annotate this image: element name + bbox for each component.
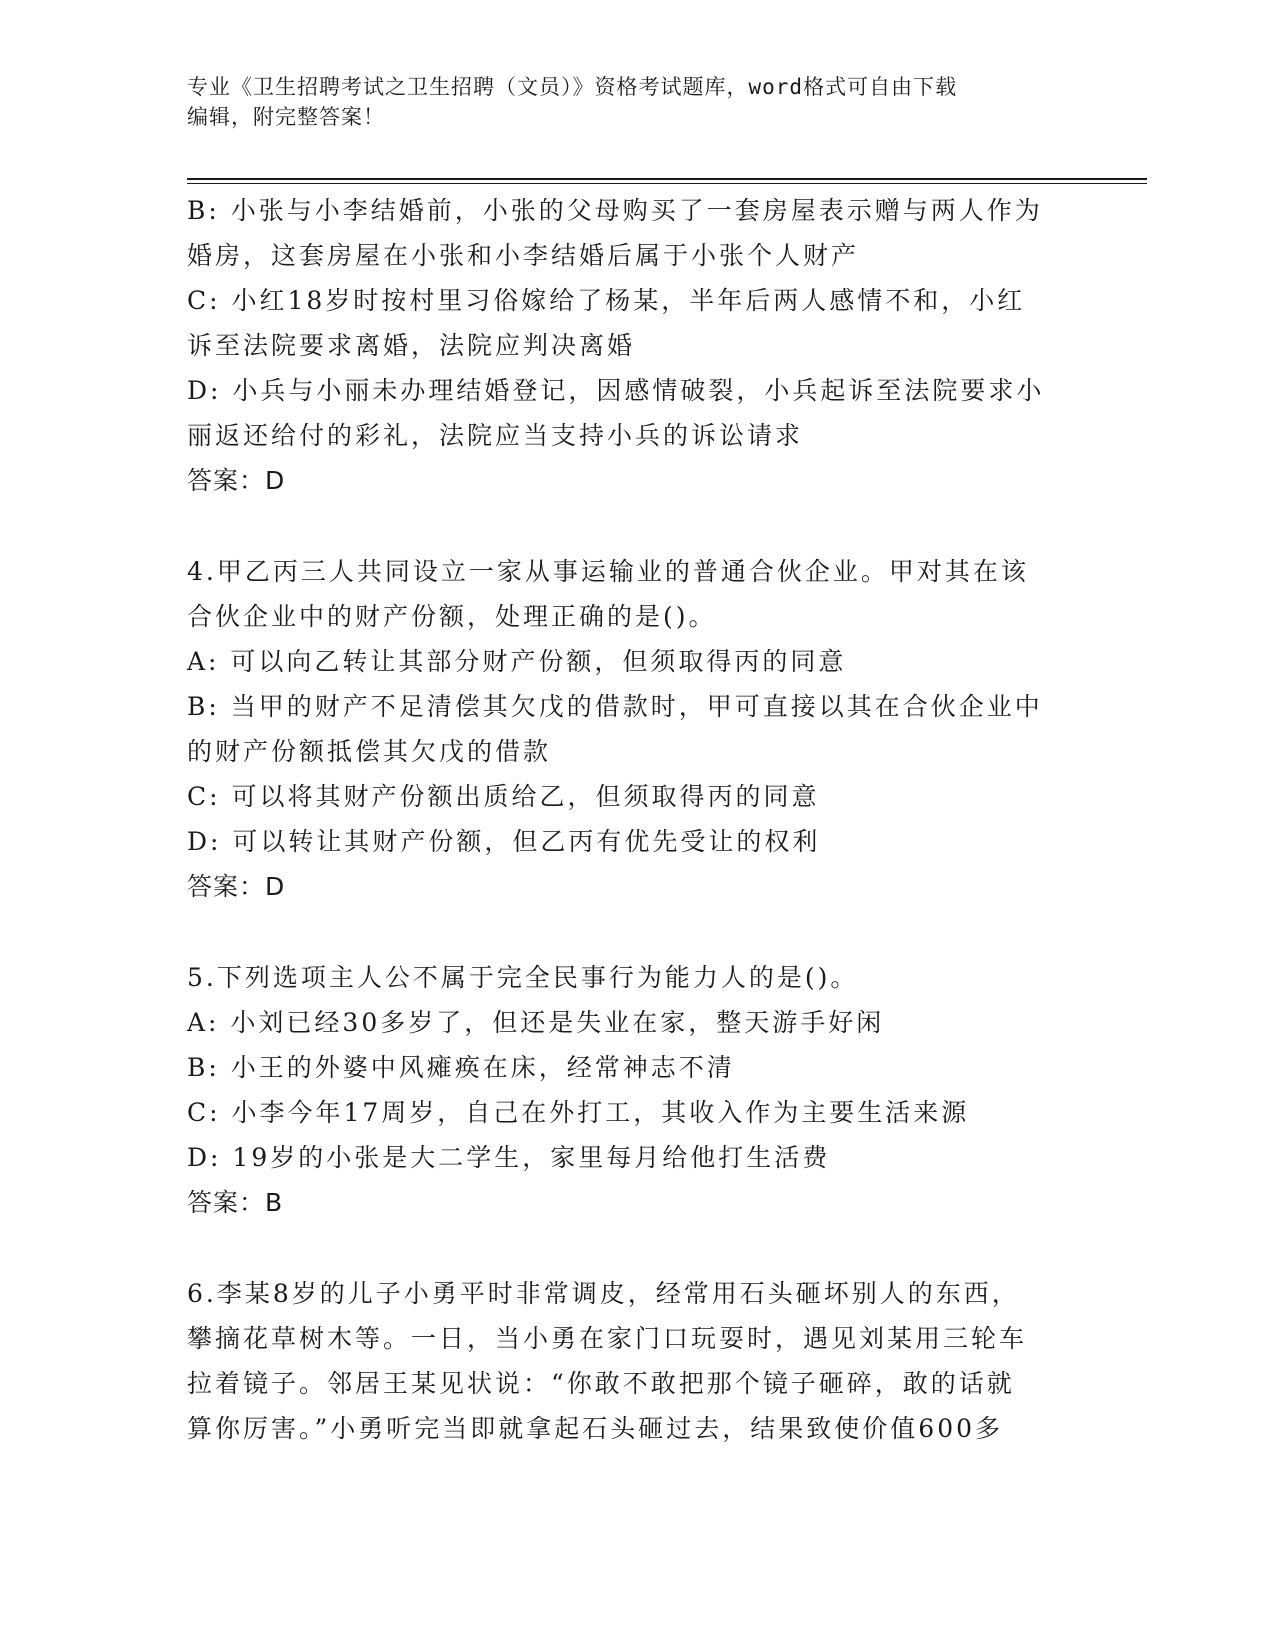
- question-5: [187, 955, 1067, 1225]
- option-c-line-2: 诉至法院要求离婚，法院应判决离婚: [187, 331, 636, 360]
- option-d: D: 19岁的小张是大二学生，家里每月给他打生活费: [187, 1143, 831, 1172]
- question-3-continuation: [187, 188, 1067, 503]
- option-b-line-2: 的财产份额抵偿其欠戊的借款: [187, 737, 552, 766]
- option-b-line-1: B: 当甲的财产不足清偿其欠戊的借款时，甲可直接以其在合伙企业中: [187, 692, 1043, 721]
- answer-label: 答案：B: [187, 1188, 284, 1217]
- question-spacer: [187, 1225, 1067, 1271]
- question-stem: 5.下列选项主人公不属于完全民事行为能力人的是()。: [187, 963, 859, 992]
- answer-label: 答案：D: [187, 466, 286, 495]
- option-b-line-2: 婚房，这套房屋在小张和小李结婚后属于小张个人财产: [187, 241, 860, 270]
- question-stem-line-1: 4.甲乙丙三人共同设立一家从事运输业的普通合伙企业。甲对其在该: [187, 557, 1029, 586]
- question-4: [187, 549, 1067, 909]
- answer-label: 答案：D: [187, 872, 286, 901]
- document-body: [187, 188, 1067, 1451]
- question-spacer: [187, 909, 1067, 955]
- question-stem-line-2: 攀摘花草树木等。一日，当小勇在家门口玩耍时，遇见刘某用三轮车: [187, 1324, 1028, 1353]
- header-line-1: 专业《卫生招聘考试之卫生招聘（文员）》资格考试题库，word格式可自由下载: [187, 75, 958, 99]
- option-a: A: 小刘已经30多岁了，但还是失业在家，整天游手好闲: [187, 1008, 885, 1037]
- header-divider-thin: [187, 183, 1147, 184]
- option-d-line-2: 丽返还给付的彩礼，法院应当支持小兵的诉讼请求: [187, 421, 804, 450]
- question-stem-line-1: 6.李某8岁的儿子小勇平时非常调皮，经常用石头砸坏别人的东西，: [187, 1279, 1020, 1308]
- option-a: A: 可以向乙转让其部分财产份额，但须取得丙的同意: [187, 647, 847, 676]
- question-stem-line-2: 合伙企业中的财产份额，处理正确的是()。: [187, 602, 717, 631]
- question-stem-line-4: 算你厉害。”小勇听完当即就拿起石头砸过去，结果致使价值600多: [187, 1414, 1004, 1443]
- question-6: [187, 1271, 1067, 1451]
- header-line-2: 编辑，附完整答案！: [187, 105, 385, 129]
- option-c: C: 可以将其财产份额出质给乙，但须取得丙的同意: [187, 782, 820, 811]
- option-c-line-1: C: 小红18岁时按村里习俗嫁给了杨某，半年后两人感情不和，小红: [187, 286, 1026, 315]
- header-divider-thick: [187, 178, 1147, 180]
- option-c: C: 小李今年17周岁，自己在外打工，其收入作为主要生活来源: [187, 1098, 970, 1127]
- option-b: B: 小王的外婆中风瘫痪在床，经常神志不清: [187, 1053, 735, 1082]
- option-d-line-1: D: 小兵与小丽未办理结婚登记，因感情破裂，小兵起诉至法院要求小: [187, 376, 1045, 405]
- document-header: [187, 72, 1087, 132]
- question-stem-line-3: 拉着镜子。邻居王某见状说：“你敢不敢把那个镜子砸碎，敢的话就: [187, 1369, 1015, 1398]
- option-b-line-1: B: 小张与小李结婚前，小张的父母购买了一套房屋表示赠与两人作为: [187, 196, 1043, 225]
- question-spacer: [187, 503, 1067, 549]
- option-d: D: 可以转让其财产份额，但乙丙有优先受让的权利: [187, 827, 821, 856]
